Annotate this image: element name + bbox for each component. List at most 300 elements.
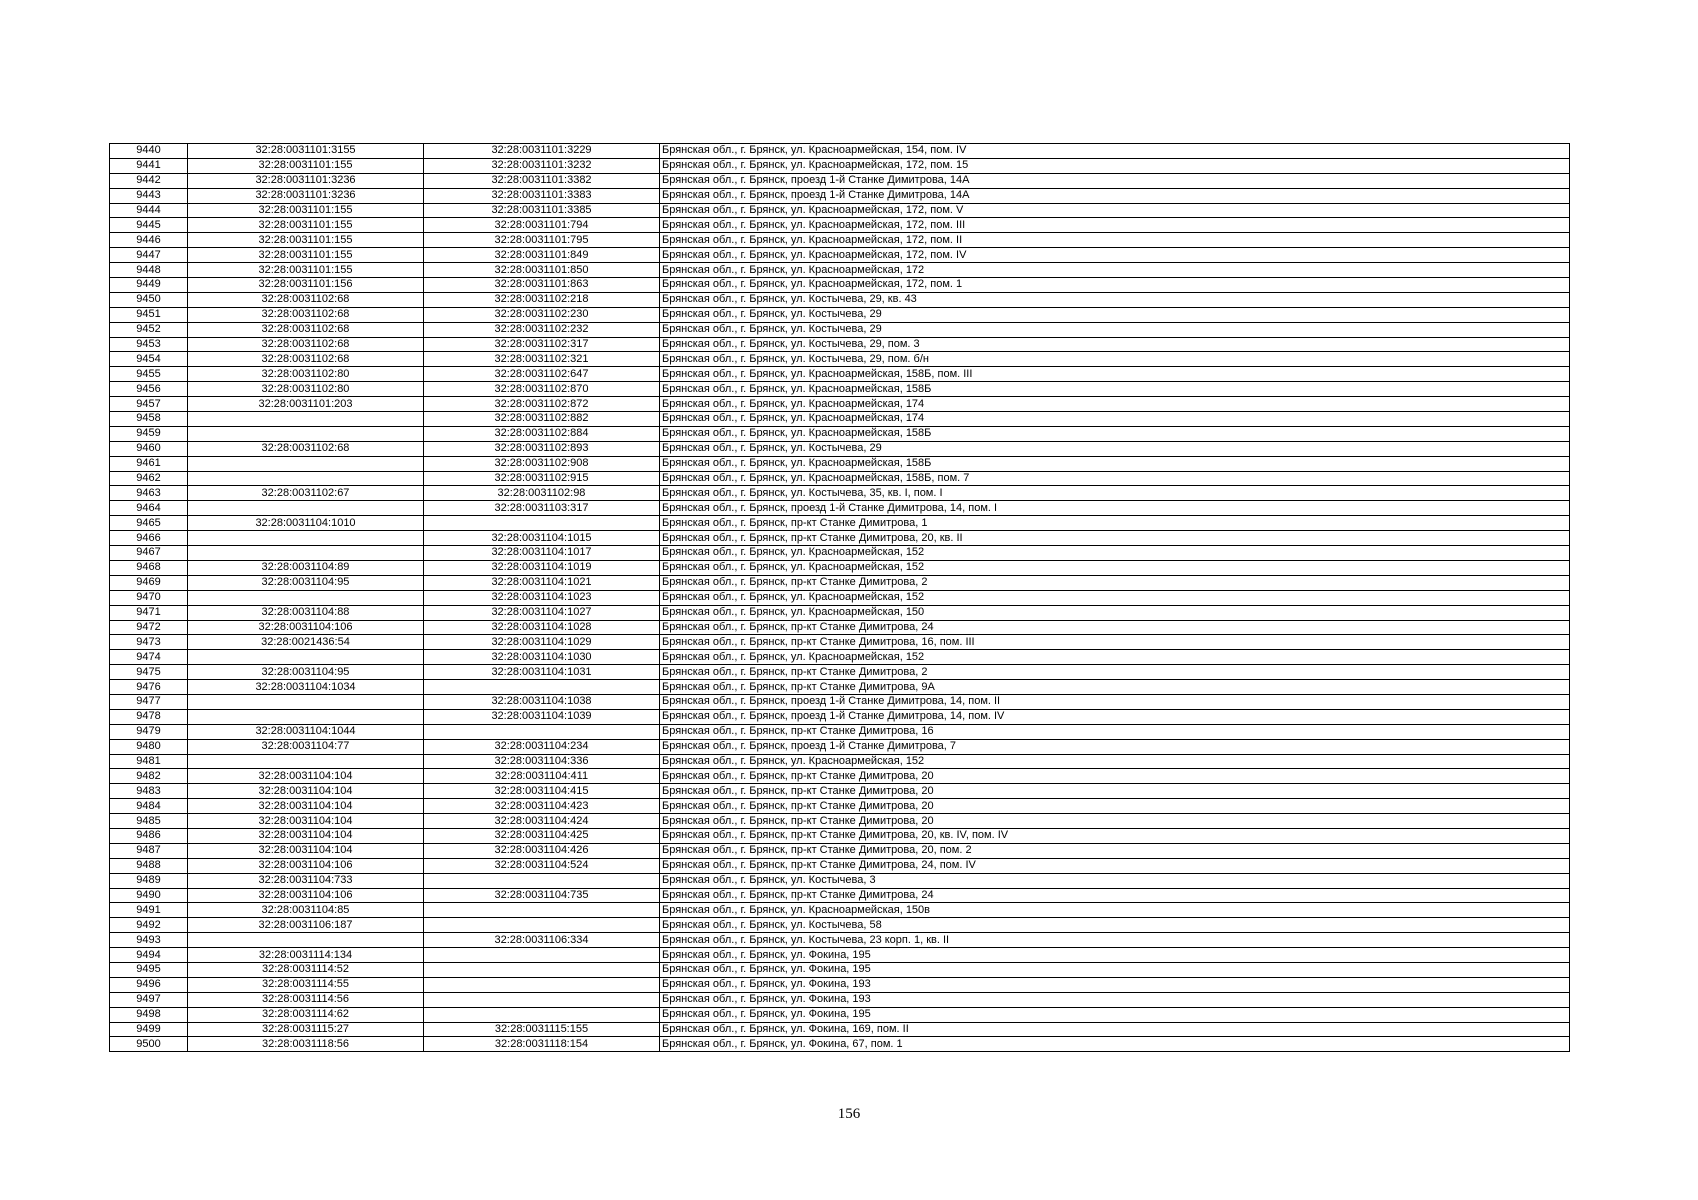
- object-number-cell: 32:28:0031102:884: [424, 426, 660, 441]
- row-number-cell: 9472: [110, 620, 188, 635]
- parcel-number-cell: 32:28:0031104:1034: [188, 680, 424, 695]
- object-number-cell: 32:28:0031118:154: [424, 1037, 660, 1052]
- parcel-number-cell: 32:28:0031104:104: [188, 828, 424, 843]
- address-cell: Брянская обл., г. Брянск, ул. Фокина, 67, пом. 1: [660, 1037, 1570, 1052]
- table-row: [110, 888, 1570, 903]
- parcel-number-cell: 32:28:0031104:88: [188, 605, 424, 620]
- object-number-cell: 32:28:0031102:908: [424, 456, 660, 471]
- object-number-cell: 32:28:0031104:1038: [424, 694, 660, 709]
- parcel-number-cell: 32:28:0031102:67: [188, 486, 424, 501]
- object-number-cell: [424, 873, 660, 888]
- object-number-cell: 32:28:0031104:1039: [424, 709, 660, 724]
- address-cell: Брянская обл., г. Брянск, проезд 1-й Станке Димитрова, 14, пом. IV: [660, 709, 1570, 724]
- parcel-number-cell: 32:28:0031104:85: [188, 903, 424, 918]
- row-number-cell: 9476: [110, 680, 188, 695]
- address-cell: Брянская обл., г. Брянск, ул. Костычева, 3: [660, 873, 1570, 888]
- row-number-cell: 9493: [110, 933, 188, 948]
- table-row: [110, 203, 1570, 218]
- row-number-cell: 9449: [110, 278, 188, 293]
- parcel-number-cell: 32:28:0031101:155: [188, 233, 424, 248]
- table-row: [110, 754, 1570, 769]
- row-number-cell: 9466: [110, 531, 188, 546]
- row-number-cell: 9486: [110, 828, 188, 843]
- object-number-cell: 32:28:0031101:849: [424, 248, 660, 263]
- object-number-cell: 32:28:0031104:411: [424, 769, 660, 784]
- table-row: [110, 471, 1570, 486]
- object-number-cell: 32:28:0031102:98: [424, 486, 660, 501]
- parcel-number-cell: 32:28:0031102:68: [188, 322, 424, 337]
- parcel-number-cell: [188, 456, 424, 471]
- address-cell: Брянская обл., г. Брянск, ул. Костычева, 29, кв. 43: [660, 292, 1570, 307]
- address-cell: Брянская обл., г. Брянск, пр-кт Станке Димитрова, 24: [660, 620, 1570, 635]
- object-number-cell: 32:28:0031104:735: [424, 888, 660, 903]
- object-number-cell: 32:28:0031102:230: [424, 307, 660, 322]
- address-cell: Брянская обл., г. Брянск, ул. Красноармейская, 154, пом. IV: [660, 144, 1570, 159]
- row-number-cell: 9496: [110, 977, 188, 992]
- object-number-cell: 32:28:0031102:872: [424, 397, 660, 412]
- object-number-cell: 32:28:0031102:870: [424, 382, 660, 397]
- parcel-number-cell: 32:28:0031101:155: [188, 263, 424, 278]
- address-cell: Брянская обл., г. Брянск, пр-кт Станке Димитрова, 16, пом. III: [660, 635, 1570, 650]
- parcel-number-cell: 32:28:0031104:89: [188, 560, 424, 575]
- parcel-number-cell: 32:28:0031102:68: [188, 307, 424, 322]
- table-row: [110, 1037, 1570, 1052]
- address-cell: Брянская обл., г. Брянск, ул. Красноармейская, 158Б: [660, 382, 1570, 397]
- row-number-cell: 9451: [110, 307, 188, 322]
- parcel-number-cell: 32:28:0031102:68: [188, 337, 424, 352]
- parcel-number-cell: 32:28:0031104:1010: [188, 516, 424, 531]
- object-number-cell: 32:28:0031104:336: [424, 754, 660, 769]
- row-number-cell: 9461: [110, 456, 188, 471]
- object-number-cell: 32:28:0031102:647: [424, 367, 660, 382]
- address-cell: Брянская обл., г. Брянск, ул. Красноармейская, 152: [660, 546, 1570, 561]
- address-cell: Брянская обл., г. Брянск, пр-кт Станке Димитрова, 2: [660, 665, 1570, 680]
- object-number-cell: 32:28:0031101:3382: [424, 173, 660, 188]
- address-cell: Брянская обл., г. Брянск, ул. Красноармейская, 172, пом. 15: [660, 158, 1570, 173]
- address-cell: Брянская обл., г. Брянск, ул. Костычева, 29, пом. б/н: [660, 352, 1570, 367]
- row-number-cell: 9473: [110, 635, 188, 650]
- parcel-number-cell: 32:28:0031115:27: [188, 1022, 424, 1037]
- parcel-number-cell: 32:28:0031101:3155: [188, 144, 424, 159]
- address-cell: Брянская обл., г. Брянск, ул. Красноармейская, 172, пом. 1: [660, 278, 1570, 293]
- object-number-cell: 32:28:0031115:155: [424, 1022, 660, 1037]
- object-number-cell: 32:28:0031101:3385: [424, 203, 660, 218]
- row-number-cell: 9441: [110, 158, 188, 173]
- object-number-cell: 32:28:0031104:1023: [424, 590, 660, 605]
- parcel-number-cell: 32:28:0031102:68: [188, 441, 424, 456]
- table-row: [110, 560, 1570, 575]
- parcel-number-cell: 32:28:0031104:77: [188, 739, 424, 754]
- address-cell: Брянская обл., г. Брянск, ул. Красноармейская, 172, пом. II: [660, 233, 1570, 248]
- address-cell: Брянская обл., г. Брянск, проезд 1-й Станке Димитрова, 7: [660, 739, 1570, 754]
- row-number-cell: 9464: [110, 501, 188, 516]
- row-number-cell: 9453: [110, 337, 188, 352]
- table-row: [110, 739, 1570, 754]
- table-row: [110, 188, 1570, 203]
- row-number-cell: 9460: [110, 441, 188, 456]
- parcel-number-cell: 32:28:0031101:3236: [188, 173, 424, 188]
- parcel-number-cell: [188, 501, 424, 516]
- row-number-cell: 9499: [110, 1022, 188, 1037]
- row-number-cell: 9482: [110, 769, 188, 784]
- object-number-cell: 32:28:0031102:321: [424, 352, 660, 367]
- table-row: [110, 635, 1570, 650]
- table-row: [110, 948, 1570, 963]
- table-row: [110, 962, 1570, 977]
- address-cell: Брянская обл., г. Брянск, проезд 1-й Станке Димитрова, 14, пом. II: [660, 694, 1570, 709]
- parcel-number-cell: [188, 709, 424, 724]
- row-number-cell: 9488: [110, 858, 188, 873]
- address-cell: Брянская обл., г. Брянск, ул. Красноармейская, 152: [660, 754, 1570, 769]
- row-number-cell: 9492: [110, 918, 188, 933]
- table-row: [110, 233, 1570, 248]
- parcel-number-cell: 32:28:0031104:106: [188, 858, 424, 873]
- table-row: [110, 144, 1570, 159]
- row-number-cell: 9454: [110, 352, 188, 367]
- table-row: [110, 858, 1570, 873]
- row-number-cell: 9457: [110, 397, 188, 412]
- parcel-number-cell: 32:28:0031118:56: [188, 1037, 424, 1052]
- object-number-cell: 32:28:0031104:1030: [424, 650, 660, 665]
- row-number-cell: 9474: [110, 650, 188, 665]
- object-number-cell: 32:28:0031104:426: [424, 843, 660, 858]
- object-number-cell: 32:28:0031101:795: [424, 233, 660, 248]
- parcel-number-cell: [188, 412, 424, 427]
- object-number-cell: 32:28:0031101:794: [424, 218, 660, 233]
- row-number-cell: 9463: [110, 486, 188, 501]
- table-row: [110, 292, 1570, 307]
- parcel-number-cell: 32:28:0031104:733: [188, 873, 424, 888]
- parcel-number-cell: 32:28:0031102:68: [188, 352, 424, 367]
- table-row: [110, 814, 1570, 829]
- row-number-cell: 9483: [110, 784, 188, 799]
- row-number-cell: 9450: [110, 292, 188, 307]
- address-cell: Брянская обл., г. Брянск, ул. Красноармейская, 172, пом. IV: [660, 248, 1570, 263]
- object-number-cell: 32:28:0031104:1029: [424, 635, 660, 650]
- row-number-cell: 9444: [110, 203, 188, 218]
- address-cell: Брянская обл., г. Брянск, ул. Красноармейская, 152: [660, 650, 1570, 665]
- table-row: [110, 933, 1570, 948]
- table-row: [110, 322, 1570, 337]
- parcel-number-cell: [188, 531, 424, 546]
- table-row: [110, 397, 1570, 412]
- parcel-number-cell: 32:28:0031114:62: [188, 1007, 424, 1022]
- parcel-number-cell: 32:28:0031104:1044: [188, 724, 424, 739]
- row-number-cell: 9477: [110, 694, 188, 709]
- row-number-cell: 9448: [110, 263, 188, 278]
- table-row: [110, 337, 1570, 352]
- table-row: [110, 173, 1570, 188]
- address-cell: Брянская обл., г. Брянск, ул. Костычева, 29: [660, 307, 1570, 322]
- table-row: [110, 724, 1570, 739]
- address-cell: Брянская обл., г. Брянск, ул. Красноармейская, 152: [660, 590, 1570, 605]
- parcel-number-cell: 32:28:0031102:80: [188, 382, 424, 397]
- address-cell: Брянская обл., г. Брянск, ул. Красноармейская, 150в: [660, 903, 1570, 918]
- page-number: 156: [837, 1106, 861, 1122]
- parcel-number-cell: 32:28:0031114:52: [188, 962, 424, 977]
- table-row: [110, 352, 1570, 367]
- table-row: [110, 650, 1570, 665]
- row-number-cell: 9484: [110, 799, 188, 814]
- address-cell: Брянская обл., г. Брянск, пр-кт Станке Димитрова, 20: [660, 814, 1570, 829]
- object-number-cell: 32:28:0031104:1028: [424, 620, 660, 635]
- row-number-cell: 9455: [110, 367, 188, 382]
- object-number-cell: 32:28:0031104:1017: [424, 546, 660, 561]
- object-number-cell: 32:28:0031101:3383: [424, 188, 660, 203]
- table-row: [110, 769, 1570, 784]
- object-number-cell: 32:28:0031104:1027: [424, 605, 660, 620]
- parcel-number-cell: [188, 471, 424, 486]
- table-row: [110, 605, 1570, 620]
- row-number-cell: 9456: [110, 382, 188, 397]
- table-row: [110, 248, 1570, 263]
- row-number-cell: 9480: [110, 739, 188, 754]
- address-cell: Брянская обл., г. Брянск, ул. Красноармейская, 158Б: [660, 426, 1570, 441]
- object-number-cell: [424, 724, 660, 739]
- row-number-cell: 9498: [110, 1007, 188, 1022]
- parcel-number-cell: 32:28:0031101:156: [188, 278, 424, 293]
- address-cell: Брянская обл., г. Брянск, ул. Красноармейская, 174: [660, 397, 1570, 412]
- object-number-cell: [424, 516, 660, 531]
- address-cell: Брянская обл., г. Брянск, ул. Костычева, 23 корп. 1, кв. II: [660, 933, 1570, 948]
- row-number-cell: 9459: [110, 426, 188, 441]
- row-number-cell: 9458: [110, 412, 188, 427]
- table-row: [110, 426, 1570, 441]
- table-row: [110, 531, 1570, 546]
- table-row: [110, 486, 1570, 501]
- table-row: [110, 620, 1570, 635]
- address-cell: Брянская обл., г. Брянск, ул. Красноармейская, 158Б: [660, 456, 1570, 471]
- parcel-number-cell: [188, 590, 424, 605]
- object-number-cell: 32:28:0031104:234: [424, 739, 660, 754]
- row-number-cell: 9452: [110, 322, 188, 337]
- row-number-cell: 9465: [110, 516, 188, 531]
- address-cell: Брянская обл., г. Брянск, ул. Фокина, 195: [660, 1007, 1570, 1022]
- table-row: [110, 918, 1570, 933]
- row-number-cell: 9470: [110, 590, 188, 605]
- table-row: [110, 799, 1570, 814]
- table-row: [110, 218, 1570, 233]
- object-number-cell: [424, 903, 660, 918]
- table-row: [110, 873, 1570, 888]
- row-number-cell: 9447: [110, 248, 188, 263]
- parcel-number-cell: 32:28:0021436:54: [188, 635, 424, 650]
- parcel-number-cell: 32:28:0031102:80: [188, 367, 424, 382]
- table-row: [110, 516, 1570, 531]
- object-number-cell: 32:28:0031104:423: [424, 799, 660, 814]
- address-cell: Брянская обл., г. Брянск, ул. Костычева, 29: [660, 322, 1570, 337]
- table-row: [110, 784, 1570, 799]
- address-cell: Брянская обл., г. Брянск, ул. Фокина, 193: [660, 977, 1570, 992]
- parcel-number-cell: 32:28:0031104:106: [188, 620, 424, 635]
- address-cell: Брянская обл., г. Брянск, ул. Красноармейская, 172, пом. V: [660, 203, 1570, 218]
- address-cell: Брянская обл., г. Брянск, ул. Костычева, 29, пом. 3: [660, 337, 1570, 352]
- table-row: [110, 382, 1570, 397]
- parcel-number-cell: 32:28:0031114:55: [188, 977, 424, 992]
- table-row: [110, 278, 1570, 293]
- object-number-cell: 32:28:0031104:415: [424, 784, 660, 799]
- object-number-cell: 32:28:0031104:424: [424, 814, 660, 829]
- object-number-cell: 32:28:0031102:218: [424, 292, 660, 307]
- object-number-cell: [424, 1007, 660, 1022]
- table-row: [110, 680, 1570, 695]
- address-cell: Брянская обл., г. Брянск, проезд 1-й Станке Димитрова, 14, пом. I: [660, 501, 1570, 516]
- object-number-cell: 32:28:0031104:1031: [424, 665, 660, 680]
- row-number-cell: 9495: [110, 962, 188, 977]
- parcel-number-cell: 32:28:0031104:106: [188, 888, 424, 903]
- row-number-cell: 9494: [110, 948, 188, 963]
- row-number-cell: 9497: [110, 992, 188, 1007]
- address-cell: Брянская обл., г. Брянск, пр-кт Станке Димитрова, 20, кв. IV, пом. IV: [660, 828, 1570, 843]
- object-number-cell: 32:28:0031102:232: [424, 322, 660, 337]
- address-cell: Брянская обл., г. Брянск, ул. Красноармейская, 152: [660, 560, 1570, 575]
- row-number-cell: 9445: [110, 218, 188, 233]
- table-row: [110, 709, 1570, 724]
- parcel-number-cell: 32:28:0031102:68: [188, 292, 424, 307]
- object-number-cell: 32:28:0031104:425: [424, 828, 660, 843]
- parcel-number-cell: [188, 650, 424, 665]
- object-number-cell: 32:28:0031102:882: [424, 412, 660, 427]
- table-row: [110, 501, 1570, 516]
- parcel-number-cell: [188, 426, 424, 441]
- object-number-cell: [424, 918, 660, 933]
- parcel-number-cell: 32:28:0031104:95: [188, 575, 424, 590]
- registry-table-body: [110, 144, 1570, 1052]
- parcel-number-cell: [188, 933, 424, 948]
- table-row: [110, 441, 1570, 456]
- address-cell: Брянская обл., г. Брянск, пр-кт Станке Димитрова, 2: [660, 575, 1570, 590]
- parcel-number-cell: 32:28:0031101:155: [188, 203, 424, 218]
- table-row: [110, 694, 1570, 709]
- parcel-number-cell: 32:28:0031104:104: [188, 799, 424, 814]
- parcel-number-cell: 32:28:0031101:155: [188, 218, 424, 233]
- address-cell: Брянская обл., г. Брянск, проезд 1-й Станке Димитрова, 14А: [660, 188, 1570, 203]
- object-number-cell: [424, 977, 660, 992]
- table-row: [110, 1022, 1570, 1037]
- row-number-cell: 9478: [110, 709, 188, 724]
- table-row: [110, 367, 1570, 382]
- parcel-number-cell: 32:28:0031104:104: [188, 814, 424, 829]
- table-row: [110, 263, 1570, 278]
- table-row: [110, 665, 1570, 680]
- table-row: [110, 992, 1570, 1007]
- row-number-cell: 9489: [110, 873, 188, 888]
- object-number-cell: 32:28:0031101:863: [424, 278, 660, 293]
- table-row: [110, 903, 1570, 918]
- table-row: [110, 456, 1570, 471]
- object-number-cell: 32:28:0031104:1021: [424, 575, 660, 590]
- address-cell: Брянская обл., г. Брянск, ул. Костычева, 58: [660, 918, 1570, 933]
- registry-table: [109, 143, 1570, 1052]
- object-number-cell: 32:28:0031104:1019: [424, 560, 660, 575]
- address-cell: Брянская обл., г. Брянск, пр-кт Станке Димитрова, 20, кв. II: [660, 531, 1570, 546]
- row-number-cell: 9481: [110, 754, 188, 769]
- address-cell: Брянская обл., г. Брянск, ул. Костычева, 35, кв. I, пом. I: [660, 486, 1570, 501]
- parcel-number-cell: 32:28:0031101:3236: [188, 188, 424, 203]
- address-cell: Брянская обл., г. Брянск, проезд 1-й Станке Димитрова, 14А: [660, 173, 1570, 188]
- table-row: [110, 412, 1570, 427]
- address-cell: Брянская обл., г. Брянск, пр-кт Станке Димитрова, 20: [660, 799, 1570, 814]
- object-number-cell: 32:28:0031101:3232: [424, 158, 660, 173]
- object-number-cell: 32:28:0031102:915: [424, 471, 660, 486]
- address-cell: Брянская обл., г. Брянск, пр-кт Станке Димитрова, 24: [660, 888, 1570, 903]
- parcel-number-cell: 32:28:0031104:104: [188, 843, 424, 858]
- row-number-cell: 9485: [110, 814, 188, 829]
- row-number-cell: 9442: [110, 173, 188, 188]
- address-cell: Брянская обл., г. Брянск, ул. Фокина, 195: [660, 962, 1570, 977]
- parcel-number-cell: 32:28:0031101:155: [188, 248, 424, 263]
- table-row: [110, 307, 1570, 322]
- address-cell: Брянская обл., г. Брянск, ул. Фокина, 193: [660, 992, 1570, 1007]
- address-cell: Брянская обл., г. Брянск, ул. Красноармейская, 150: [660, 605, 1570, 620]
- row-number-cell: 9487: [110, 843, 188, 858]
- object-number-cell: [424, 992, 660, 1007]
- address-cell: Брянская обл., г. Брянск, ул. Красноармейская, 172, пом. III: [660, 218, 1570, 233]
- address-cell: Брянская обл., г. Брянск, пр-кт Станке Димитрова, 20, пом. 2: [660, 843, 1570, 858]
- row-number-cell: 9491: [110, 903, 188, 918]
- parcel-number-cell: [188, 546, 424, 561]
- row-number-cell: 9440: [110, 144, 188, 159]
- address-cell: Брянская обл., г. Брянск, пр-кт Станке Димитрова, 16: [660, 724, 1570, 739]
- table-row: [110, 828, 1570, 843]
- address-cell: Брянская обл., г. Брянск, пр-кт Станке Димитрова, 1: [660, 516, 1570, 531]
- object-number-cell: [424, 680, 660, 695]
- object-number-cell: 32:28:0031106:334: [424, 933, 660, 948]
- row-number-cell: 9469: [110, 575, 188, 590]
- object-number-cell: [424, 948, 660, 963]
- object-number-cell: 32:28:0031103:317: [424, 501, 660, 516]
- row-number-cell: 9490: [110, 888, 188, 903]
- address-cell: Брянская обл., г. Брянск, ул. Фокина, 195: [660, 948, 1570, 963]
- row-number-cell: 9467: [110, 546, 188, 561]
- address-cell: Брянская обл., г. Брянск, ул. Красноармейская, 158Б, пом. 7: [660, 471, 1570, 486]
- address-cell: Брянская обл., г. Брянск, ул. Красноармейская, 174: [660, 412, 1570, 427]
- row-number-cell: 9475: [110, 665, 188, 680]
- parcel-number-cell: 32:28:0031114:134: [188, 948, 424, 963]
- object-number-cell: 32:28:0031102:893: [424, 441, 660, 456]
- row-number-cell: 9468: [110, 560, 188, 575]
- table-row: [110, 843, 1570, 858]
- parcel-number-cell: 32:28:0031104:104: [188, 784, 424, 799]
- row-number-cell: 9446: [110, 233, 188, 248]
- parcel-number-cell: 32:28:0031104:95: [188, 665, 424, 680]
- table-row: [110, 590, 1570, 605]
- row-number-cell: 9500: [110, 1037, 188, 1052]
- address-cell: Брянская обл., г. Брянск, пр-кт Станке Димитрова, 24, пом. IV: [660, 858, 1570, 873]
- parcel-number-cell: 32:28:0031114:56: [188, 992, 424, 1007]
- object-number-cell: 32:28:0031104:1015: [424, 531, 660, 546]
- address-cell: Брянская обл., г. Брянск, ул. Костычева, 29: [660, 441, 1570, 456]
- address-cell: Брянская обл., г. Брянск, пр-кт Станке Димитрова, 9А: [660, 680, 1570, 695]
- object-number-cell: 32:28:0031101:850: [424, 263, 660, 278]
- row-number-cell: 9471: [110, 605, 188, 620]
- table-row: [110, 546, 1570, 561]
- table-row: [110, 575, 1570, 590]
- object-number-cell: [424, 962, 660, 977]
- table-row: [110, 977, 1570, 992]
- parcel-number-cell: [188, 694, 424, 709]
- parcel-number-cell: 32:28:0031101:155: [188, 158, 424, 173]
- object-number-cell: 32:28:0031101:3229: [424, 144, 660, 159]
- row-number-cell: 9479: [110, 724, 188, 739]
- object-number-cell: 32:28:0031104:524: [424, 858, 660, 873]
- parcel-number-cell: 32:28:0031106:187: [188, 918, 424, 933]
- row-number-cell: 9462: [110, 471, 188, 486]
- parcel-number-cell: 32:28:0031104:104: [188, 769, 424, 784]
- parcel-number-cell: 32:28:0031101:203: [188, 397, 424, 412]
- address-cell: Брянская обл., г. Брянск, ул. Красноармейская, 158Б, пом. III: [660, 367, 1570, 382]
- row-number-cell: 9443: [110, 188, 188, 203]
